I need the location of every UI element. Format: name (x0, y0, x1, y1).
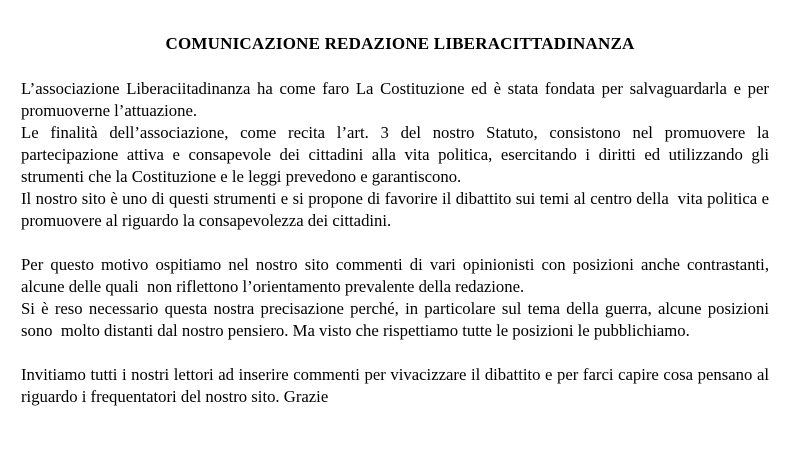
paragraph-clarification-war: Si è reso necessario questa nostra precisazione perché, in particolare sul tema della guerra, alcune posizioni sono molto distanti dal nostro pensiero. Ma visto che rispettiamo tutte le posizioni le pubblichiamo. (21, 299, 774, 340)
paragraph-invitation-comments: Invitiamo tutti i nostri lettori ad inserire commenti per vivacizzare il dibattito e per farci capire cosa pensano al riguardo i frequentatori del nostro sito. Grazie (21, 365, 774, 406)
document-title: COMUNICAZIONE REDAZIONE LIBERACITTADINANZA (165, 34, 635, 53)
paragraph-statute-aims: Le finalità dell’associazione, come recita l’art. 3 del nostro Statuto, consistono nel promuovere la partecipazione attiva e consapevole dei cittadini alla vita politica, esercitando i diritti ed utilizzando gli strumenti che la Costituzione e le leggi prevedono e garantiscono. (21, 123, 774, 186)
paragraph-association-intro: L’associazione Liberaciitadinanza ha come faro La Costituzione ed è stata fondata per salvaguardarla e per promuoverne l’attuazione. (21, 79, 774, 120)
paragraph-opinions-hosted: Per questo motivo ospitiamo nel nostro sito commenti di vari opinionisti con posizioni anche contrastanti, alcune delle quali non riflettono l’orientamento prevalente della redazione. (21, 255, 774, 296)
document-body (0, 78, 800, 408)
paragraph-site-purpose: Il nostro sito è uno di questi strumenti e si propone di favorire il dibattito sui temi al centro della vita politica e promuovere al riguardo la consapevolezza dei cittadini. (21, 189, 774, 230)
